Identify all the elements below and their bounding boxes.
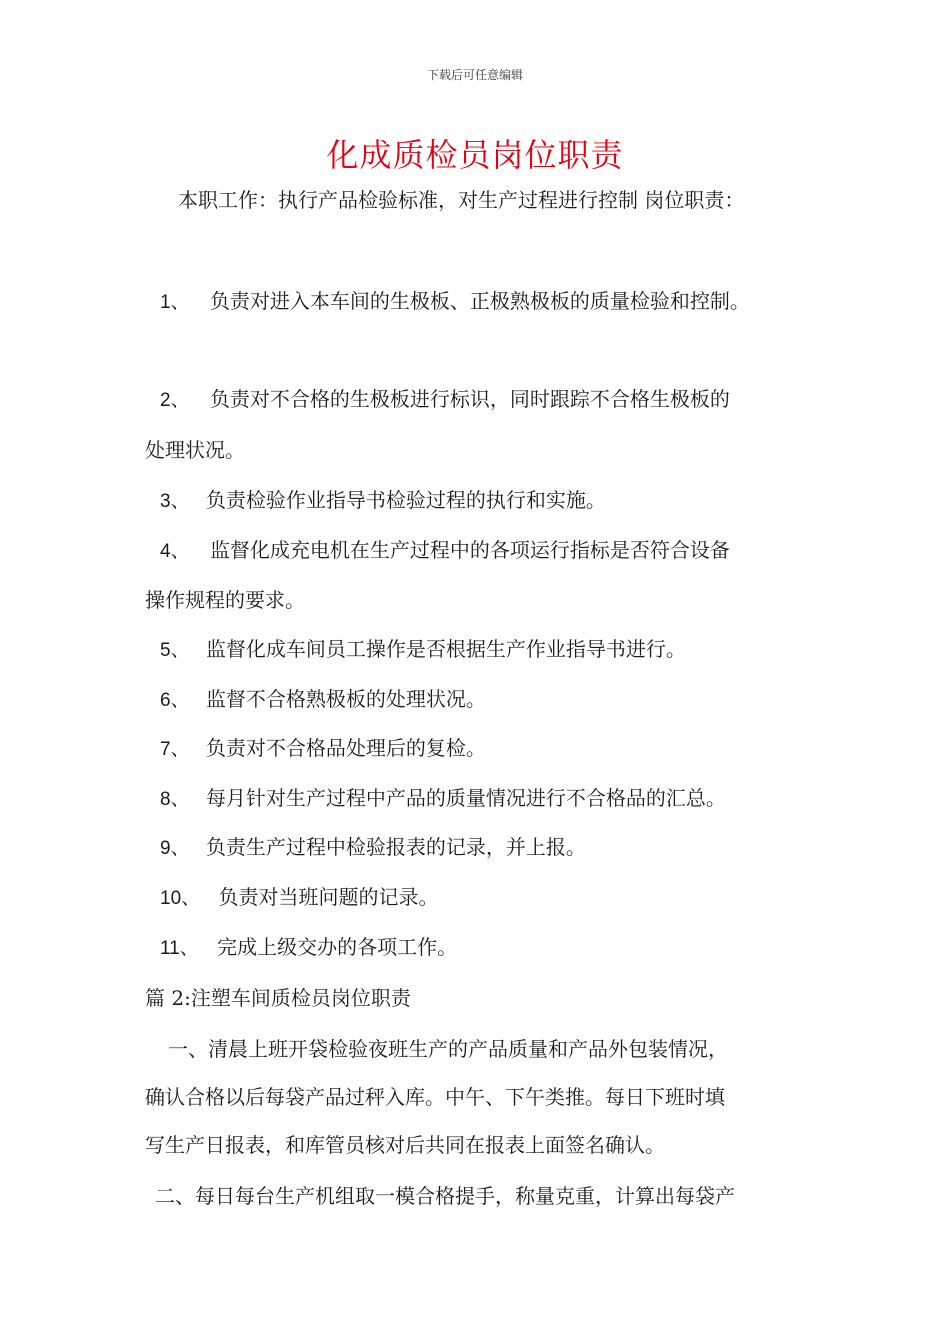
duty-item-1 <box>160 287 750 317</box>
item-number: 8、 <box>160 789 190 810</box>
item-number: 4、 <box>160 541 190 562</box>
item-number: 5、 <box>160 640 190 661</box>
item-text: 负责检验作业指导书检验过程的执行和实施。 <box>205 488 606 512</box>
duty-item-7 <box>160 734 486 764</box>
duty-item-6 <box>160 685 486 715</box>
duty-item-3 <box>160 486 606 516</box>
item-text: 监督化成车间员工操作是否根据生产作业指导书进行。 <box>205 637 686 661</box>
item-text: 负责生产过程中检验报表的记录，并上报。 <box>205 835 586 859</box>
section-2-paragraph-1-line-1: 一、清晨上班开袋检验夜班生产的产品质量和产品外包装情况， <box>168 1037 728 1061</box>
section-2-paragraph-1-line-2: 确认合格以后每袋产品过秤入库。中午、下午类推。每日下班时填 <box>145 1085 725 1109</box>
duty-item-11 <box>160 933 457 963</box>
intro-line: 本职工作：执行产品检验标准，对生产过程进行控制 岗位职责： <box>178 188 745 212</box>
item-number: 1、 <box>160 292 190 313</box>
duty-item-2-continuation: 处理状况。 <box>145 438 245 462</box>
item-text: 完成上级交办的各项工作。 <box>217 935 458 959</box>
item-number: 2、 <box>160 390 190 411</box>
item-number: 6、 <box>160 690 190 711</box>
item-text: 负责对当班问题的记录。 <box>218 885 439 909</box>
duty-item-8 <box>160 784 726 814</box>
duty-item-4 <box>160 536 730 566</box>
item-number: 11、 <box>160 938 199 959</box>
header-note: 下载后可任意编辑 <box>426 68 523 82</box>
section-2-heading: 篇 2:注塑车间质检员岗位职责 <box>145 986 411 1010</box>
item-number: 7、 <box>160 739 190 760</box>
duty-item-4-continuation: 操作规程的要求。 <box>145 588 305 612</box>
duty-item-10 <box>160 883 439 913</box>
duty-item-9 <box>160 833 586 863</box>
item-number: 3、 <box>160 491 190 512</box>
duty-item-5 <box>160 635 686 665</box>
section-2-paragraph-1-line-3: 写生产日报表，和库管员核对后共同在报表上面签名确认。 <box>145 1133 665 1157</box>
duty-item-2 <box>160 385 730 415</box>
item-text: 负责对不合格的生极板进行标识，同时跟踪不合格生极板的 <box>209 387 730 411</box>
item-text: 每月针对生产过程中产品的质量情况进行不合格品的汇总。 <box>205 786 726 810</box>
item-number: 10、 <box>160 888 201 909</box>
item-text: 监督化成充电机在生产过程中的各项运行指标是否符合设备 <box>209 538 730 562</box>
document-title: 化成质检员岗位职责 <box>326 136 624 174</box>
item-text: 负责对不合格品处理后的复检。 <box>205 736 486 760</box>
section-2-paragraph-2-line-1: 二、每日每台生产机组取一模合格提手，称量克重，计算出每袋产 <box>155 1184 735 1208</box>
item-number: 9、 <box>160 838 190 859</box>
item-text: 负责对进入本车间的生极板、正极熟极板的质量检验和控制。 <box>209 289 750 313</box>
item-text: 监督不合格熟极板的处理状况。 <box>205 687 486 711</box>
